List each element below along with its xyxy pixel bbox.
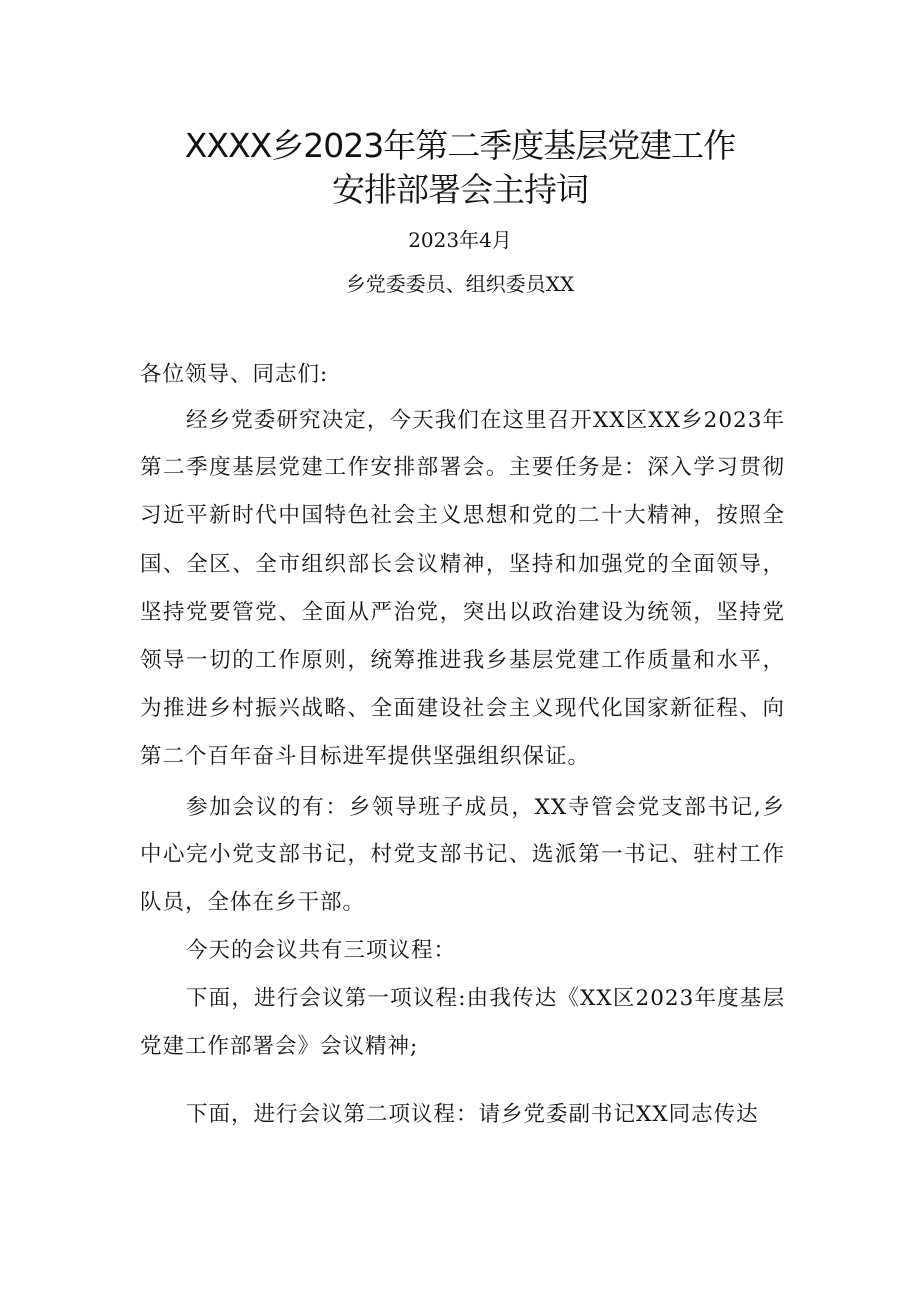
paragraph-line: 队员，全体在乡干部。 bbox=[140, 890, 366, 915]
paragraph-line: 经乡党委研究决定，今天我们在这里召开XX区XX乡2023年 bbox=[186, 408, 785, 433]
paragraph-line: 第二季度基层党建工作安排部署会。主要任务是：深入学习贯彻 bbox=[140, 455, 785, 480]
document-date: 2023年4月 bbox=[408, 228, 512, 252]
document-title-line1: XXXX乡2023年第二季度基层党建工作 bbox=[184, 126, 736, 165]
paragraph-line: 参加会议的有：乡领导班子成员，XX寺管会党支部书记,乡 bbox=[186, 795, 785, 820]
paragraph-line: 习近平新时代中国特色社会主义思想和党的二十大精神，按照全 bbox=[140, 503, 785, 528]
paragraph-line: 党建工作部署会》会议精神; bbox=[140, 1034, 419, 1059]
paragraph-line: 下面，进行会议第一项议程:由我传达《XX区2023年度基层 bbox=[186, 986, 785, 1011]
paragraph-line: 坚持党要管党、全面从严治党，突出以政治建设为统领，坚持党 bbox=[140, 600, 785, 625]
paragraph-line: 下面，进行会议第二项议程：请乡党委副书记XX同志传达 bbox=[186, 1102, 759, 1127]
paragraph-line: 今天的会议共有三项议程： bbox=[186, 938, 457, 963]
document-author: 乡党委委员、组织委员XX bbox=[345, 272, 575, 296]
salutation: 各位领导、同志们: bbox=[140, 362, 329, 387]
paragraph-line: 第二个百年奋斗目标进军提供坚强组织保证。 bbox=[140, 744, 591, 769]
paragraph-line: 中心完小党支部书记，村党支部书记、选派第一书记、驻村工作 bbox=[140, 842, 785, 867]
paragraph-line: 为推进乡村振兴战略、全面建设社会主义现代化国家新征程、向 bbox=[140, 696, 785, 721]
paragraph-line: 国、全区、全市组织部长会议精神，坚持和加强党的全面领导， bbox=[140, 552, 785, 577]
paragraph-line: 领导一切的工作原则，统筹推进我乡基层党建工作质量和水平， bbox=[140, 648, 785, 673]
document-title-line2: 安排部署会主持词 bbox=[332, 170, 588, 209]
